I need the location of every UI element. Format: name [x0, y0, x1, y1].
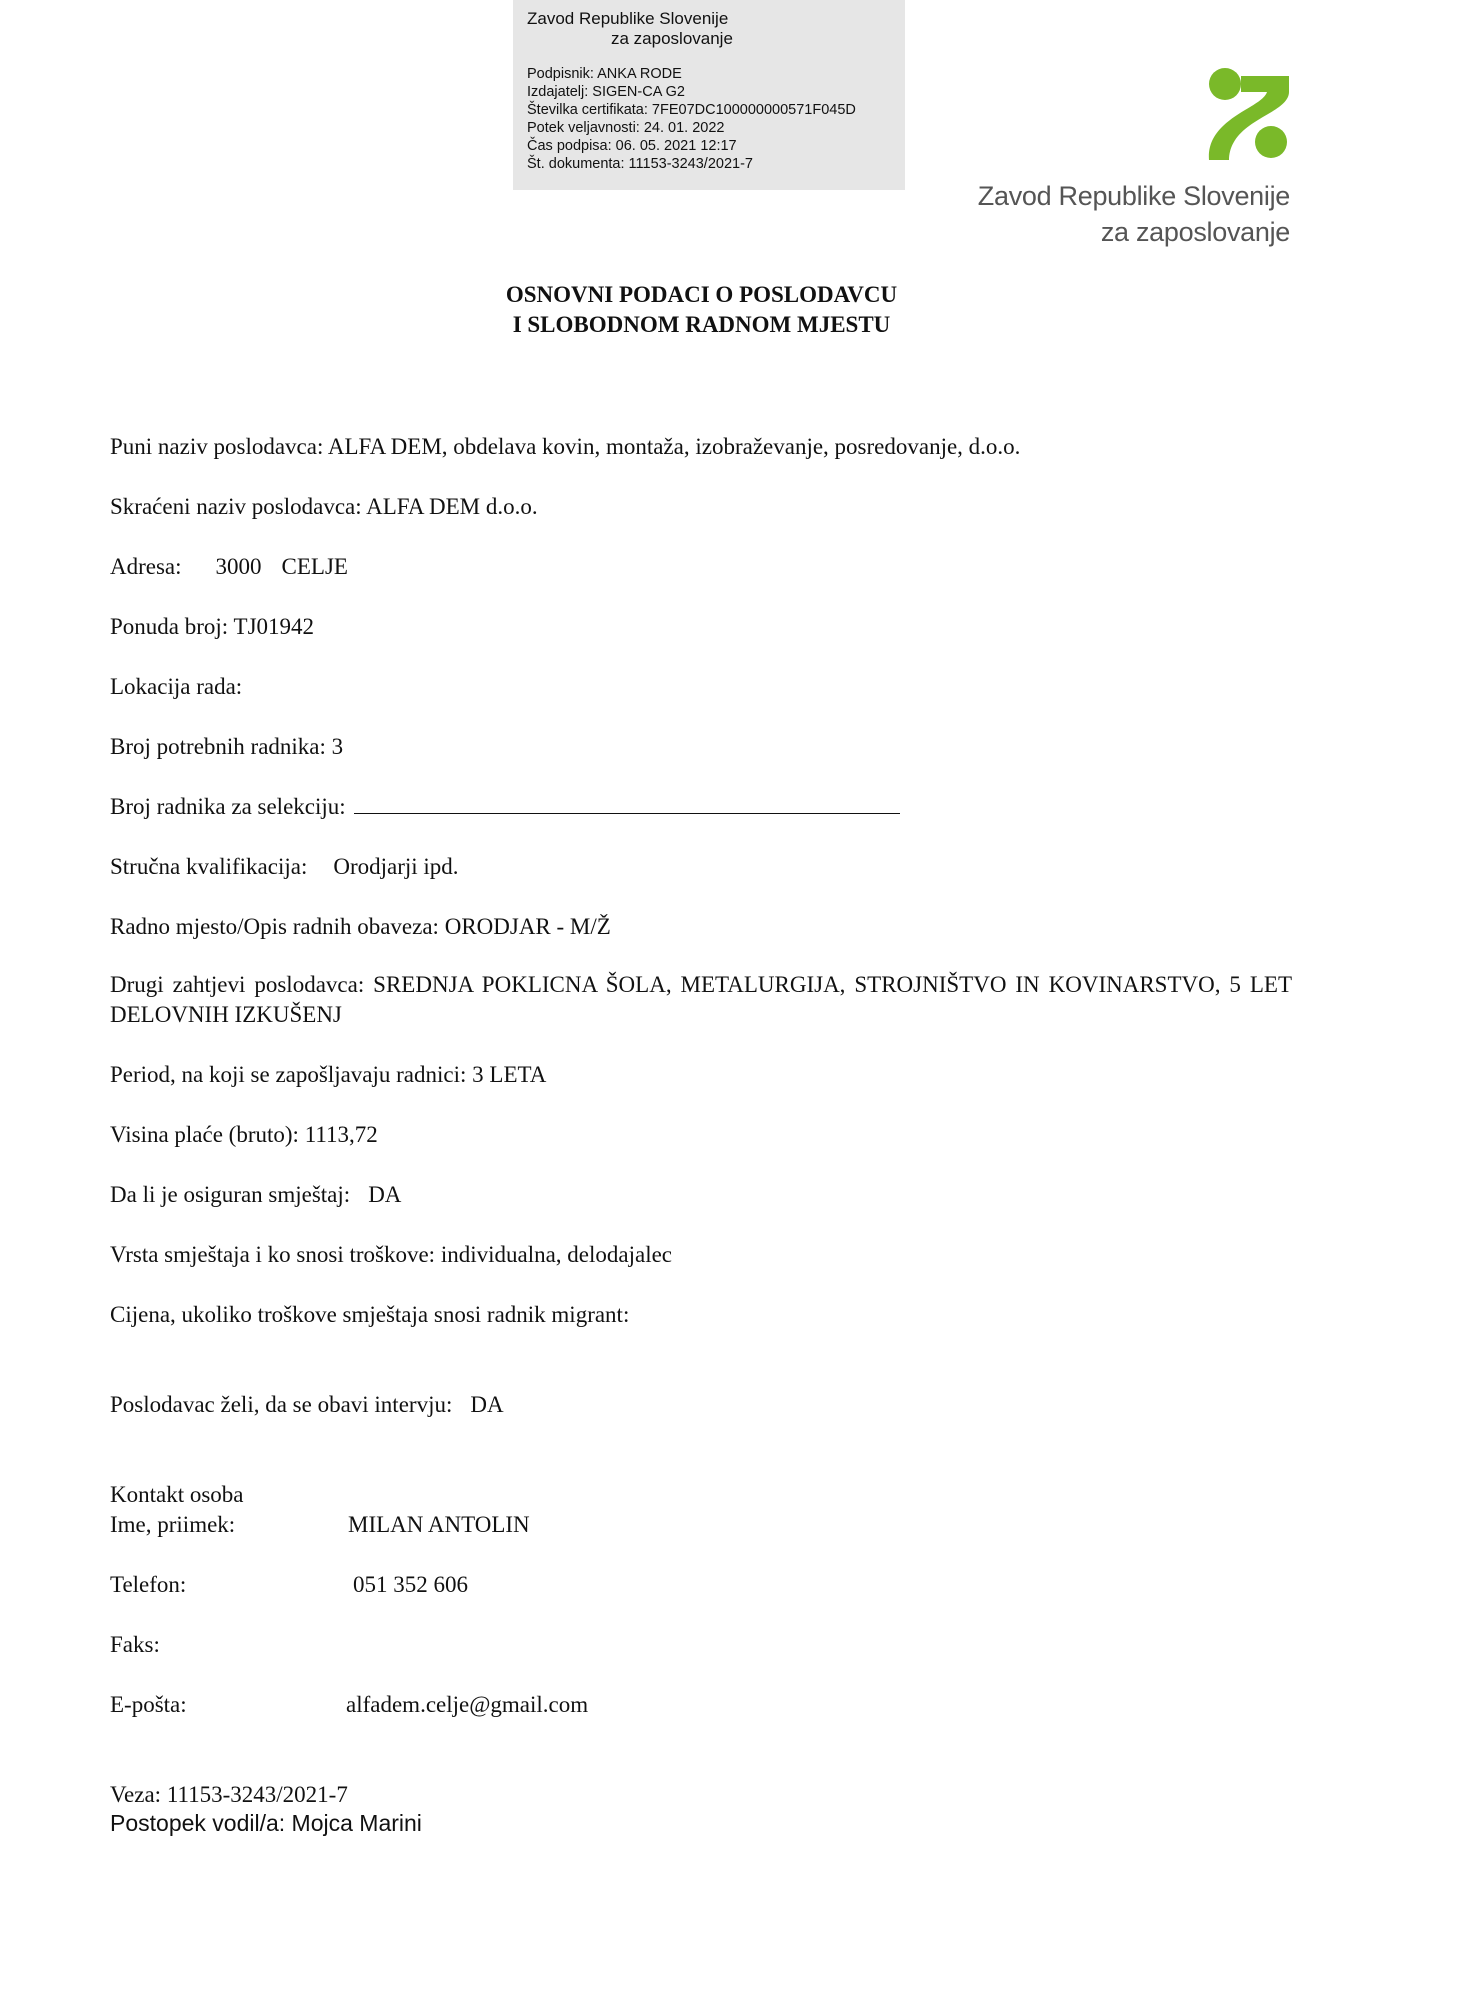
stamp-signer: Podpisnik: ANKA RODE — [527, 66, 682, 82]
field-interview — [110, 1390, 504, 1420]
contact-heading: Kontakt osoba — [110, 1482, 244, 1507]
title-line1: OSNOVNI PODACI O POSLODAVCU — [505, 282, 898, 307]
offer-value: TJ01942 — [233, 614, 315, 639]
period-value: 3 LETA — [472, 1062, 547, 1087]
address-label: Adresa: — [110, 554, 182, 579]
workers-selection-blank-line — [354, 793, 900, 814]
field-accommodation — [110, 1180, 401, 1210]
field-contact-name — [110, 1510, 235, 1540]
logo-text-line2: za zaposlovanje — [1100, 217, 1290, 247]
full-name-value: ALFA DEM, obdelava kovin, montaža, izobraževanje, posredovanje, d.o.o. — [327, 434, 1021, 459]
salary-value: 1113,72 — [304, 1122, 378, 1147]
stamp-cert-number: Številka certifikata: 7FE07DC100000000571F045D — [527, 102, 856, 118]
field-contact-phone — [110, 1570, 186, 1600]
contact-fax-label: Faks: — [110, 1632, 160, 1657]
stamp-org-line2: za zaposlovanje — [611, 29, 733, 48]
qualification-label: Stručna kvalifikacija: — [110, 854, 308, 879]
period-label: Period, na koji se zapošljavaju radnici: — [110, 1062, 467, 1087]
field-contact-fax — [110, 1630, 160, 1660]
field-location — [110, 672, 242, 702]
field-other-requirements — [110, 970, 1292, 1030]
contact-name-label: Ime, priimek: — [110, 1512, 236, 1537]
logo-text-line1: Zavod Republike Slovenije — [977, 181, 1290, 211]
stamp-sign-time: Čas podpisa: 06. 05. 2021 12:17 — [527, 138, 737, 154]
field-position — [110, 912, 611, 942]
field-qualification — [110, 852, 459, 882]
interview-value: DA — [470, 1392, 504, 1417]
stamp-validity: Potek veljavnosti: 24. 01. 2022 — [527, 120, 725, 136]
field-workers-selection — [110, 792, 900, 822]
address-city: CELJE — [281, 554, 348, 579]
contact-phone-value: 051 352 606 — [353, 1572, 468, 1597]
salary-label: Visina plaće (bruto): — [110, 1122, 299, 1147]
other-req-label: Drugi zahtjevi poslodavca: — [110, 972, 365, 997]
accommodation-type-label: Vrsta smještaja i ko snosi troškove: — [110, 1242, 436, 1267]
short-name-value: ALFA DEM d.o.o. — [366, 494, 538, 519]
short-name-label: Skraćeni naziv poslodavca: — [110, 494, 362, 519]
workers-needed-label: Broj potrebnih radnika: — [110, 734, 326, 759]
stamp-issuer: Izdajatelj: SIGEN-CA G2 — [527, 84, 685, 100]
zrss-logo-icon — [1205, 66, 1290, 161]
document-title — [0, 280, 1403, 340]
field-offer-number — [110, 612, 314, 642]
accommodation-value: DA — [368, 1182, 402, 1207]
interview-label: Poslodavac želi, da se obavi intervju: — [110, 1392, 453, 1417]
field-full-name — [110, 432, 1020, 462]
field-period — [110, 1060, 546, 1090]
stamp-details — [527, 65, 856, 173]
position-value: ORODJAR - M/Ž — [444, 914, 611, 939]
accommodation-type-value: individualna, delodajalec — [440, 1242, 673, 1267]
position-label: Radno mjesto/Opis radnih obaveza: — [110, 914, 439, 939]
workers-selection-label: Broj radnika za selekciju: — [110, 794, 346, 819]
title-line2: I SLOBODNOM RADNOM MJESTU — [512, 312, 891, 337]
field-salary — [110, 1120, 378, 1150]
address-postcode: 3000 — [215, 554, 262, 579]
stamp-org-line1: Zavod Republike Slovenije — [527, 9, 729, 28]
logo-text — [978, 178, 1290, 250]
stamp-doc-number: Št. dokumenta: 11153-3243/2021-7 — [527, 156, 753, 172]
other-req-value: SREDNJA POKLICNA ŠOLA, METALURGIJA, STROJNIŠTVO IN KOVINARSTVO, 5 LET DELOVNIH IZKUŠENJ — [110, 972, 1293, 1027]
field-address — [110, 552, 348, 582]
location-label: Lokacija rada: — [110, 674, 243, 699]
qualification-value: Orodjarji ipd. — [333, 854, 459, 879]
digital-signature-stamp — [513, 0, 905, 190]
footer-handled-by: Postopek vodil/a: Mojca Marini — [110, 1810, 422, 1836]
workers-needed-value: 3 — [331, 734, 344, 759]
contact-phone-label: Telefon: — [110, 1572, 187, 1597]
field-contact-email — [110, 1690, 187, 1720]
footer-reference: Veza: 11153-3243/2021-7 — [110, 1782, 348, 1807]
price-label: Cijena, ukoliko troškove smještaja snosi radnik migrant: — [110, 1302, 630, 1327]
field-price — [110, 1300, 629, 1330]
contact-email-value: alfadem.celje@gmail.com — [346, 1692, 589, 1717]
full-name-label: Puni naziv poslodavca: — [110, 434, 324, 459]
field-accommodation-type — [110, 1240, 672, 1270]
contact-name-value: MILAN ANTOLIN — [348, 1512, 530, 1537]
contact-email-label: E-pošta: — [110, 1692, 187, 1717]
field-workers-needed — [110, 732, 343, 762]
accommodation-label: Da li je osiguran smještaj: — [110, 1182, 351, 1207]
offer-label: Ponuda broj: — [110, 614, 229, 639]
field-short-name — [110, 492, 538, 522]
